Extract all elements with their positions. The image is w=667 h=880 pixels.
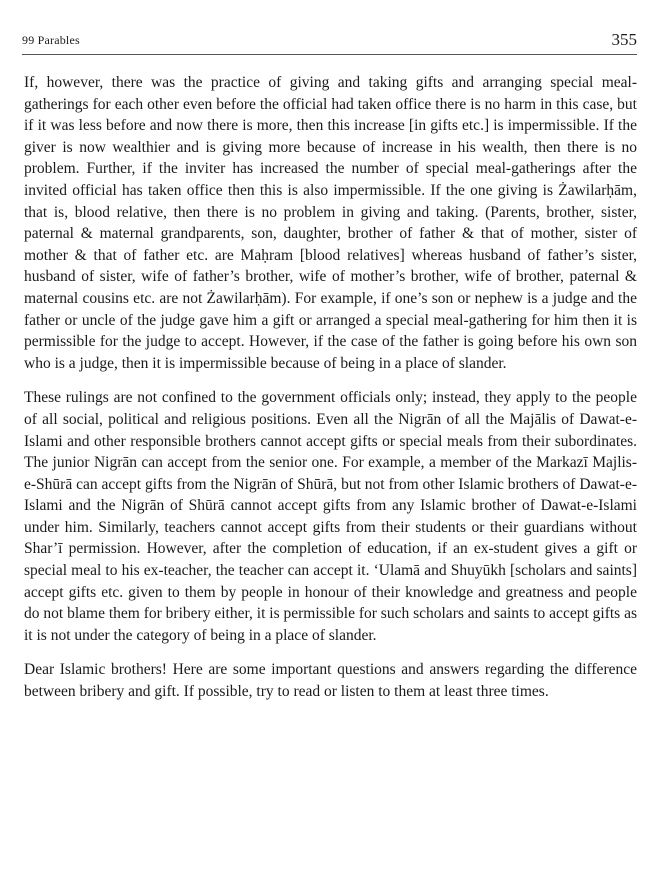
paragraph-gift-rulings: If, however, there was the practice of giving and taking gifts and arranging special meal-gatherings for each other even before the official had taken office there is no harm in this case, but if it was less before and now there is more, then this increase [in gifts etc.] is impermissible. If the giver is now wealthier and is giving more because of increase in his wealth, then there is no problem. Further, if the inviter has increased the number of special meal-gatherings after the invited official has taken office then this is also impermissible. If the one giving is Żawilarḥām, that is, blood relative, then there is no problem in giving and taking. (Parents, brother, sister, paternal & maternal grandparents, son, daughter, brother of father & that of mother, sister of mother & that of father etc. are Maḥram [blood relatives] whereas husband of father’s sister, husband of sister, wife of father’s brother, wife of mother’s brother, wife of brother, paternal & maternal cousins etc. are not Żawilarḥām). For example, if one’s son or nephew is a judge and the father or uncle of the judge gave him a gift or arranged a special meal-gathering for him then it is permissible for the judge to accept. However, if the case of the father is going before his own son who is a judge, then it is impermissible because of being in a place of slander. [24,74,637,372]
page-header [22,28,637,55]
paragraph-rulings-scope: These rulings are not confined to the government officials only; instead, they apply to the people of all social, political and religious positions. Even all the Nigrān of all the Majālis of Dawat-e-Islami and other responsible brothers cannot accept gifts or special meals from their subordinates. The junior Nigrān can accept from the senior one. For example, a member of the Markazī Majlis-e-Shūrā can accept gifts from the Nigrān of Shūrā, but not from other Islamic brothers of Dawat-e-Islami and the Nigrān of Shūrā cannot accept gifts from any Islamic brother of Dawat-e-Islami under him. Similarly, teachers cannot accept gifts from their students or their guardians without Shar’ī permission. However, after the completion of education, if an ex-student gives a gift or special meal to his ex-teacher, the teacher can accept it. ‘Ulamā and Shuyūkh [scholars and saints] accept gifts etc. given to them by people in honour of their knowledge and greatness and people do not blame them for bribery either, it is permissible for such scholars and saints to accept gifts as it is not under the category of being in a place of slander. [24,389,637,644]
running-title: 99 Parables [22,33,80,47]
body-text [24,72,637,716]
page-number: 355 [611,30,637,49]
paragraph-closing: Dear Islamic brothers! Here are some important questions and answers regarding the difference between bribery and gift. If possible, try to read or listen to them at least three times. [24,661,637,701]
